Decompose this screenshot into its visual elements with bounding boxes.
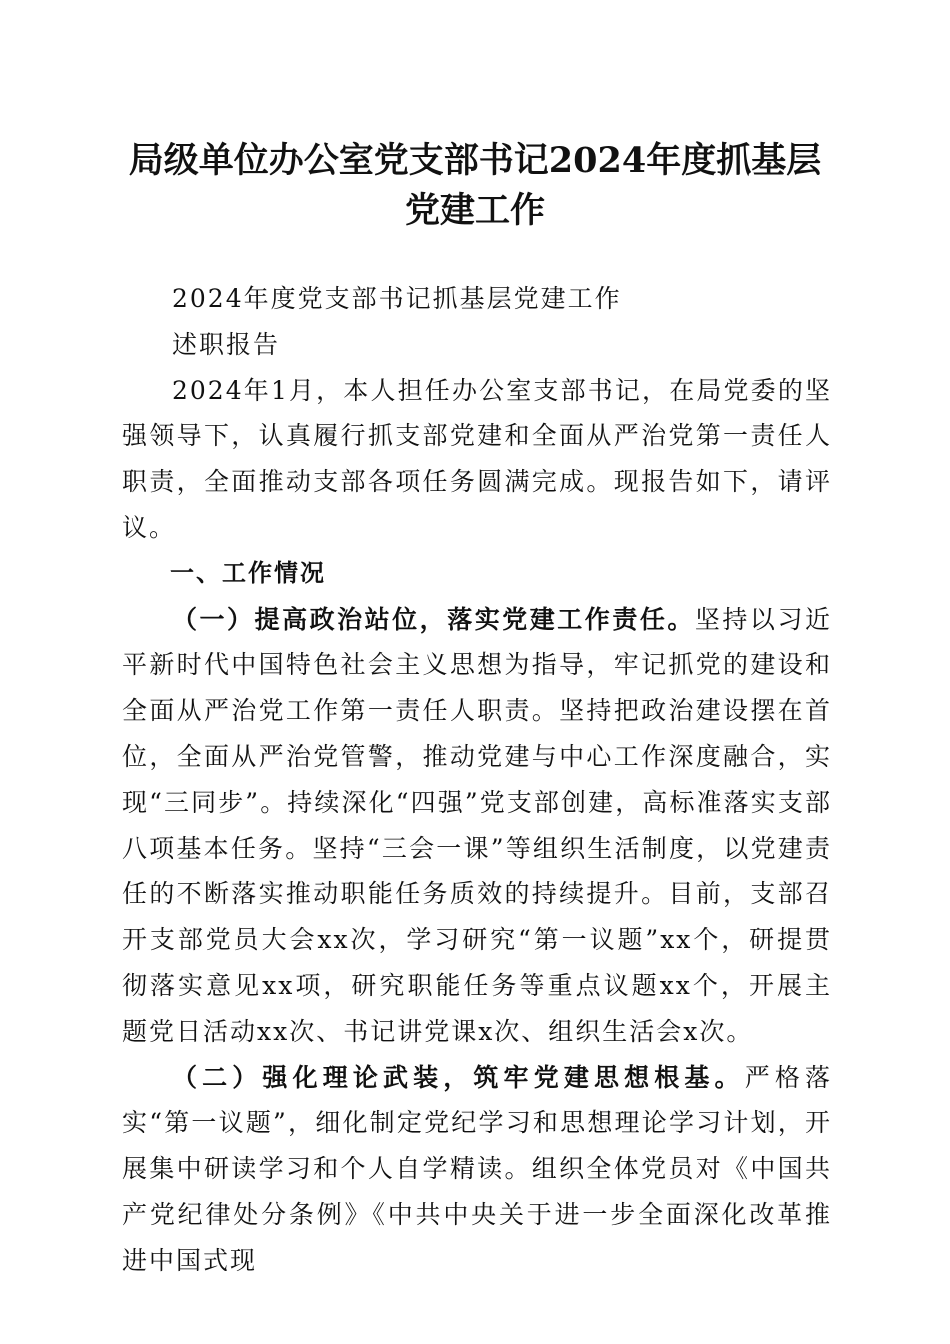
title-line-1: 局级单位办公室党支部书记2024年度抓基层 [128, 140, 822, 181]
title-line-2: 党建工作 [404, 190, 545, 231]
item-1-paragraph [122, 597, 832, 1055]
intro-paragraph: 2024年1月，本人担任办公室支部书记，在局党委的坚强领导下，认真履行抓支部党建和全面从严治党第一责任人职责，全面推动支部各项任务圆满完成。现报告如下，请评议。 [122, 375, 832, 542]
item-2-paragraph [122, 1055, 832, 1284]
document-body [122, 276, 832, 1284]
item-1-body: 坚持以习近平新时代中国特色社会主义思想为指导，牢记抓党的建设和全面从严治党工作第一责任人职责。坚持把政治建设摆在首位，全面从严治党管警，推动党建与中心工作深度融合，实现“三同步”。持续深化“四强”党支部创建，高标准落实支部八项基本任务。坚持“三会一课”等组织生活制度，以党建责任的不断落实推动职能任务质效的持续提升。目前，支部召开支部党员大会xx次，学习研究“第一议题”xx个，研提贯彻落实意见xx项，研究职能任务等重点议题xx个，开展主题党日活动xx次、书记讲党课x次、组织生活会x次。 [122, 604, 832, 1046]
item-2-lead: （二）强化理论武装，筑牢党建思想根基。 [172, 1062, 745, 1092]
document-title [100, 136, 850, 236]
item-2-body: 严格落实“第一议题”，细化制定党纪学习和思想理论学习计划，开展集中研读学习和个人自学精读。组织全体党员对《中国共产党纪律处分条例》《中共中央关于进一步全面深化改革推进中国式现 [122, 1062, 832, 1275]
subtitle-line-2: 述职报告 [172, 329, 281, 359]
subtitle-line-1: 2024年度党支部书记抓基层党建工作 [172, 284, 622, 313]
section-1-heading: 一、工作情况 [170, 558, 326, 587]
item-1-lead: （一）提高政治站位，落实党建工作责任。 [172, 604, 695, 634]
